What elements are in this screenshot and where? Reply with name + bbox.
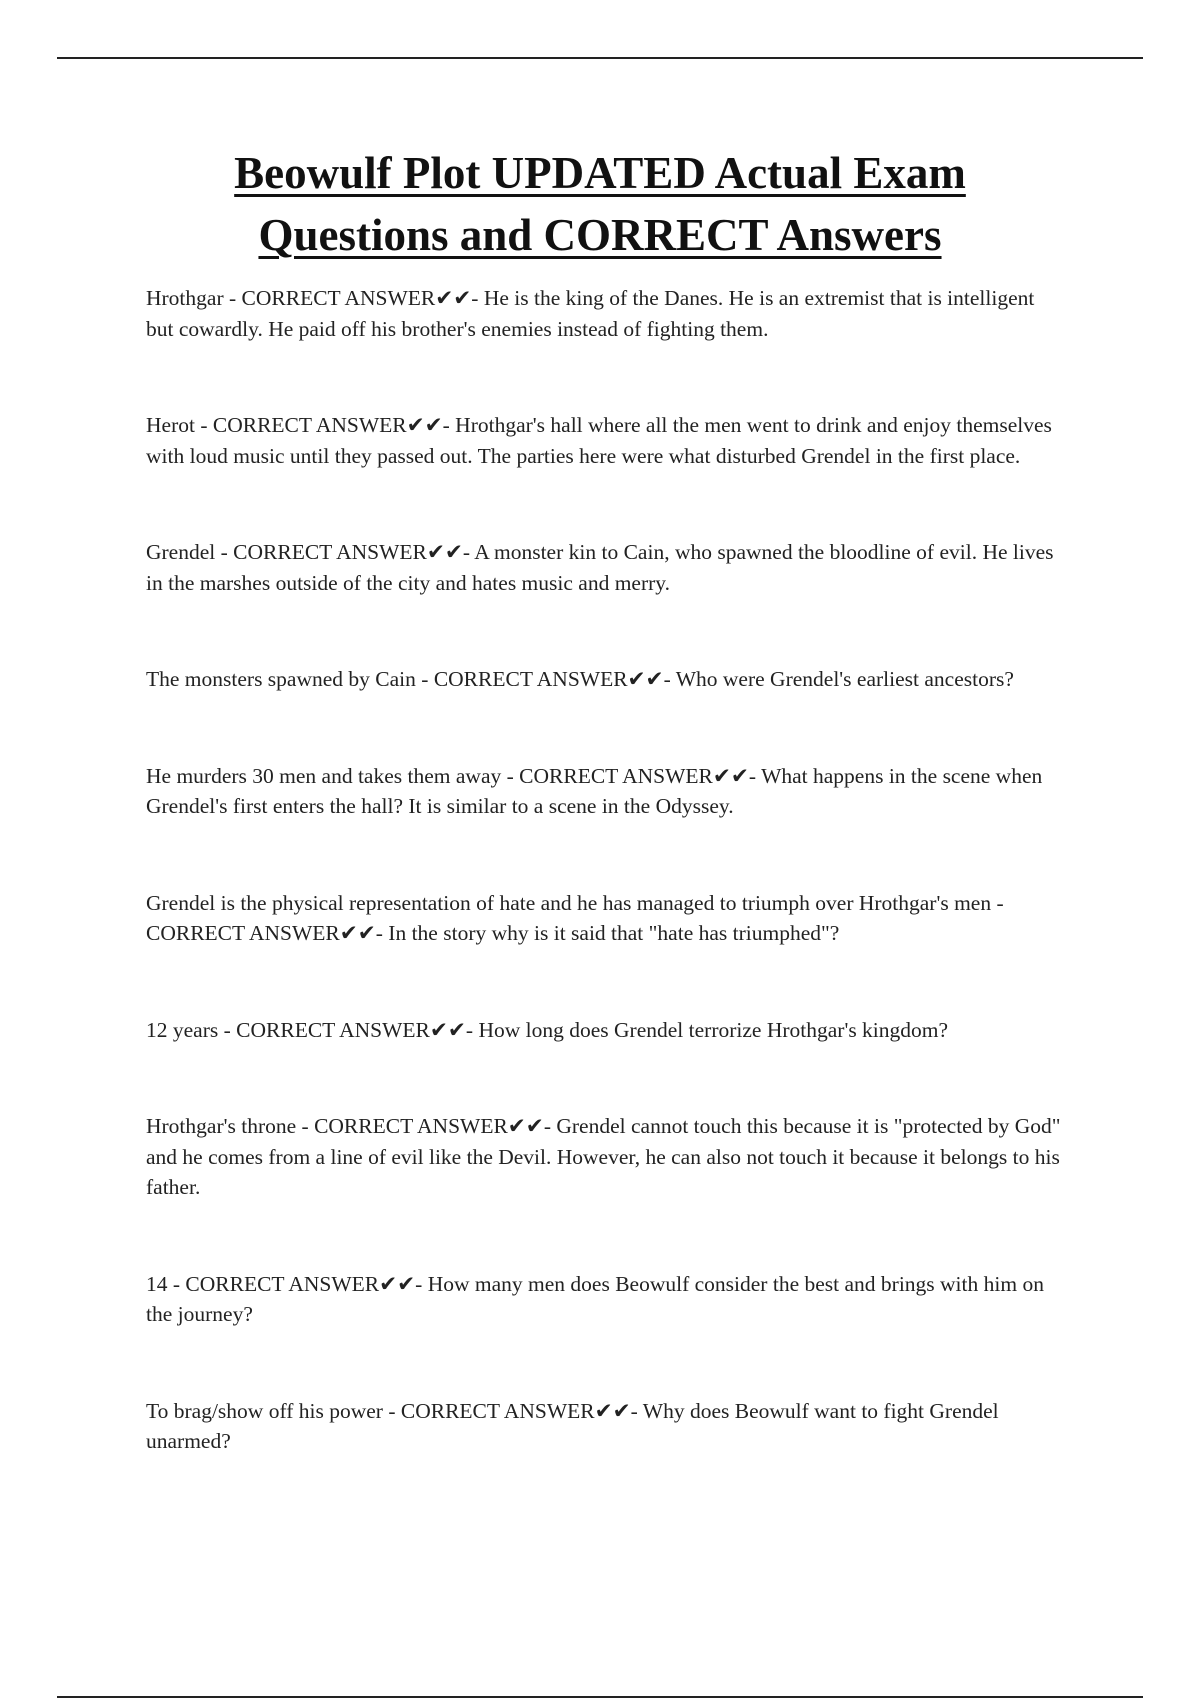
entry-correct-label: - CORRECT ANSWER✔✔-	[223, 286, 484, 310]
qa-entry	[146, 664, 1066, 695]
entry-answer: The monsters spawned by Cain	[146, 667, 416, 691]
entry-correct-label: - CORRECT ANSWER✔✔-	[415, 667, 676, 691]
entry-correct-label: - CORRECT ANSWER✔✔-	[382, 1398, 643, 1423]
qa-entry	[146, 283, 1066, 344]
entry-question: A monster kin to Cain, who spawned the bloodline of evil. He lives in the marshes outside of the city and hates music and merry.	[146, 540, 1054, 595]
entry-question: He is the king of the Danes. He is an extremist that is intelligent but cowardly. He paid off his brother's enemies instead of fighting them.	[146, 286, 1035, 341]
entry-answer: 14	[146, 1271, 168, 1296]
bottom-divider	[57, 1696, 1143, 1698]
qa-entry	[146, 410, 1066, 471]
entry-question: Why does Beowulf want to fight Grendel unarmed?	[146, 1398, 999, 1453]
qa-entry	[146, 761, 1066, 822]
entry-answer: Hrothgar's throne	[146, 1114, 297, 1138]
entry-question: How many men does Beowulf consider the best and brings with him on the journey?	[146, 1271, 1044, 1326]
entry-correct-label: - CORRECT ANSWER✔✔-	[218, 1017, 479, 1042]
entry-question: How long does Grendel terrorize Hrothgar's kingdom?	[478, 1017, 949, 1042]
qa-entry	[146, 1015, 1066, 1046]
entry-question: Hrothgar's hall where all the men went to drink and enjoy themselves with loud music until they passed out. The parties here were what disturbed Grendel in the first place.	[146, 413, 1052, 468]
entry-question: In the story why is it said that "hate has triumphed"?	[388, 921, 840, 945]
entry-correct-label: - CORRECT ANSWER✔✔-	[215, 540, 475, 564]
title-line-2: Questions and CORRECT Answers	[258, 210, 942, 260]
entry-question: What happens in the scene when Grendel's first enters the hall? It is similar to a scene in the Odyssey.	[146, 763, 1043, 818]
qa-entry	[146, 888, 1066, 949]
entry-answer: Hrothgar	[146, 286, 224, 310]
entry-correct-label: - CORRECT ANSWER✔✔-	[146, 890, 1004, 945]
entry-correct-label: - CORRECT ANSWER✔✔-	[167, 1271, 428, 1296]
title-line-1: Beowulf Plot UPDATED Actual Exam	[234, 148, 966, 198]
entry-answer: Grendel is the physical representation of hate and he has managed to triumph over Hrothgar's men	[146, 890, 992, 915]
top-divider	[57, 57, 1143, 59]
entry-correct-label: - CORRECT ANSWER✔✔-	[296, 1114, 557, 1138]
entry-answer: Herot	[146, 413, 195, 437]
qa-entry	[146, 537, 1066, 598]
entry-answer: 12 years	[146, 1017, 219, 1042]
qa-entry	[146, 1111, 1066, 1203]
entry-correct-label: - CORRECT ANSWER✔✔-	[194, 413, 456, 437]
entry-answer: He murders 30 men and takes them away	[146, 763, 502, 788]
entry-answer: To brag/show off his power	[146, 1398, 383, 1423]
entry-answer: Grendel	[146, 540, 216, 564]
entry-correct-label: - CORRECT ANSWER✔✔-	[501, 763, 762, 788]
qa-entry	[146, 1269, 1066, 1330]
entry-question: Who were Grendel's earliest ancestors?	[675, 667, 1014, 691]
page-title	[0, 142, 1200, 266]
entry-question: Grendel cannot touch this because it is "protected by God" and he comes from a line of evil like the Devil. However, he can also not touch it because it belongs to his father.	[146, 1114, 1061, 1199]
qa-entry	[146, 1396, 1066, 1457]
qa-list	[146, 283, 1066, 1457]
